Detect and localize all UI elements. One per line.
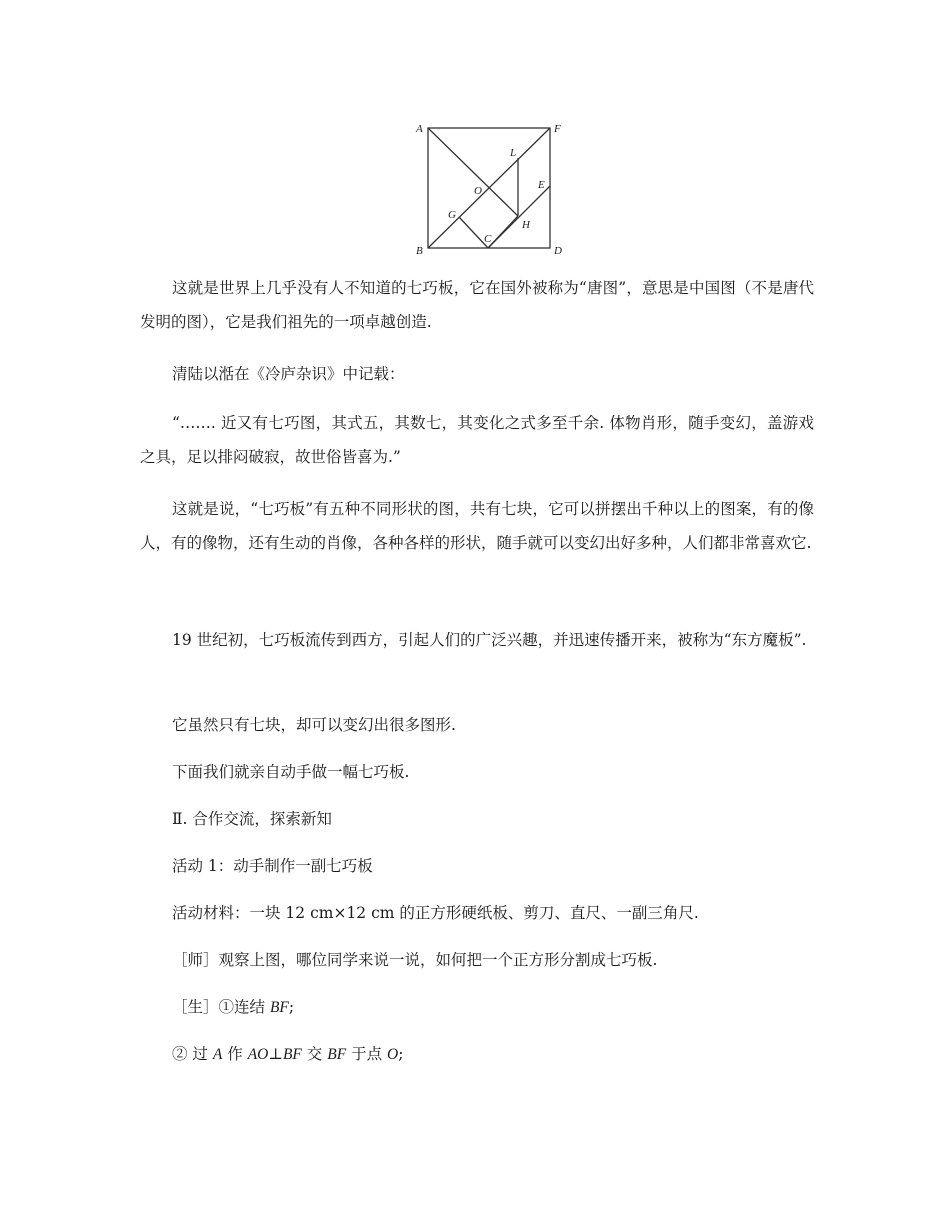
activity-materials: 活动材料：一块 12 cm×12 cm 的正方形硬纸板、剪刀、直尺、一副三角尺.	[172, 904, 699, 922]
section-heading: Ⅱ. 合作交流，探索新知	[172, 810, 332, 828]
label-b: B	[416, 245, 423, 257]
paragraph-history: 19 世纪初，七巧板流传到西方，引起人们的广泛兴趣，并迅速传播开来，被称为“东方魔板”.	[172, 631, 807, 649]
paragraph-quote: “……. 近又有七巧图，其式五，其数七，其变化之式多至千余. 体物肖形，随手变幻，盖游戏之具，足以排闷破寂，故世俗皆喜为.”	[140, 414, 814, 466]
segment-ch	[488, 216, 518, 248]
label-g: G	[448, 209, 456, 221]
step-1-prefix: ［生］①连结	[172, 998, 270, 1016]
tangram-figure	[408, 118, 572, 260]
step-2-var-ao: AO	[247, 1046, 269, 1063]
label-h: H	[522, 219, 530, 231]
paragraph-record-intro: 清陆以湉在《冷庐杂识》中记载：	[172, 365, 405, 383]
label-d: D	[554, 245, 562, 257]
paragraph-seven-pieces: 它虽然只有七块，却可以变幻出很多图形.	[172, 716, 456, 734]
step-2-var-a: A	[212, 1046, 223, 1063]
tangram-diagram	[408, 118, 572, 260]
teacher-question: ［师］观察上图，哪位同学来说一说，如何把一个正方形分割成七巧板.	[172, 951, 658, 969]
step-2-var-bf-2: BF	[327, 1046, 347, 1063]
paragraph-tangram-intro: 这就是世界上几乎没有人不知道的七巧板，它在国外被称为“唐图”，意思是中国图（不是唐代发明的图），它是我们祖先的一项卓越创造.	[140, 279, 814, 331]
step-2-text-e: 于点	[346, 1045, 388, 1063]
step-2-text-b: 作	[222, 1045, 248, 1063]
step-1-var-bf: BF	[269, 999, 289, 1016]
step-2-var-bf: BF	[282, 1046, 302, 1063]
paragraph-explanation: 这就是说，“七巧板”有五种不同形状的图，共有七块，它可以拼摆出千种以上的图案，有的像人，有的像物，还有生动的肖像，各种各样的形状，随手就可以变幻出好多种，人们都非常喜欢它.	[140, 500, 814, 552]
step-2-var-o: O	[387, 1046, 399, 1063]
student-step-2	[140, 1037, 814, 1072]
label-c: C	[484, 233, 492, 245]
paragraph-make-tangram: 下面我们就亲自动手做一幅七巧板.	[172, 763, 410, 781]
label-o: O	[474, 185, 482, 197]
label-f: F	[554, 123, 561, 135]
student-step-1	[140, 990, 814, 1025]
step-2-text-f: ;	[398, 1045, 404, 1063]
activity-title: 活动 1：动手制作一副七巧板	[172, 857, 373, 875]
label-e: E	[538, 179, 545, 191]
step-2-text-a: ② 过	[172, 1045, 213, 1063]
step-1-suffix: ;	[288, 998, 295, 1016]
label-l: L	[510, 147, 517, 159]
label-a: A	[416, 123, 423, 135]
step-2-perp: ⊥	[268, 1045, 283, 1063]
step-2-text-d: 交	[301, 1045, 328, 1063]
